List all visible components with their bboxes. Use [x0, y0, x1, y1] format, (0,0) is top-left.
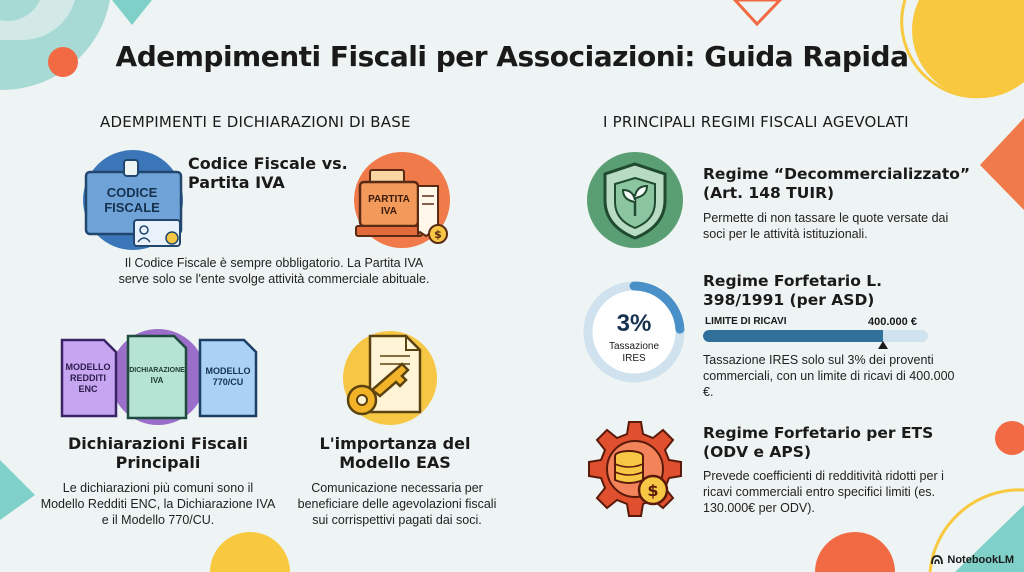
page-title: Adempimenti Fiscali per Associazioni: Guida Rapida: [115, 40, 909, 73]
regime1-title: Regime “Decommercializzato” (Art. 148 TUIR): [703, 165, 971, 202]
codice-fiscale-label: CODICE: [106, 185, 158, 200]
brand-name: NotebookLM: [947, 554, 1014, 566]
notebooklm-logo: [931, 554, 1014, 566]
regime3-text: Prevede coefficienti di redditività ridotti per i ricavi commerciali entro specifici limiti (es. 130.000€ per ODV).: [703, 469, 944, 515]
yellow-half-circle-bottom: [210, 532, 290, 572]
bar-value: 400.000 €: [868, 316, 917, 328]
codice-fiscale-badge-icon: [80, 150, 190, 250]
gauge-value: 3%: [616, 310, 652, 337]
revenue-limit-bar-fill: [703, 330, 883, 342]
regime2-text: Tassazione IRES solo sul 3% dei proventi commerciali, con un limite di ricavi di 400.000 €.: [703, 353, 955, 399]
codice-card-text: Il Codice Fiscale è sempre obbligatorio. La Partita IVA serve solo se l'ente svolge attività commerciale abituale.: [118, 256, 430, 286]
regime1-text: Permette di non tassare le quote versate dai soci per le attività istituzionali.: [703, 211, 949, 241]
bar-marker-icon: [878, 341, 888, 349]
dichiarazioni-card-text: Le dichiarazioni più comuni sono il Modello Redditi ENC, la Dichiarazione IVA e il Modello 770/CU.: [40, 481, 276, 527]
orange-triangle-outline-top: [735, 0, 780, 24]
right-section-heading: I PRINCIPALI REGIMI FISCALI AGEVOLATI: [603, 113, 909, 131]
svg-text:FISCALE: FISCALE: [104, 200, 160, 215]
svg-text:770/CU: 770/CU: [212, 377, 244, 387]
key-document-icon: [340, 330, 440, 426]
left-section-heading: ADEMPIMENTI E DICHIARAZIONI DI BASE: [100, 113, 411, 131]
svg-text:REDDITI: REDDITI: [70, 373, 106, 383]
gauge-label: Tassazione IRES: [608, 341, 660, 364]
regime2-title: Regime Forfetario L. 398/1991 (per ASD): [703, 272, 883, 309]
svg-text:DICHIARAZIONE: DICHIARAZIONE: [129, 367, 185, 374]
gear-coins-icon: [585, 420, 685, 520]
orange-half-circle-bottom: [815, 532, 895, 572]
tax-documents-icon: [58, 328, 258, 428]
dichiarazioni-card-title: Dichiarazioni Fiscali Principali: [67, 434, 249, 472]
teal-triangle-bottom-left: [0, 460, 35, 520]
svg-text:$: $: [434, 228, 442, 241]
codice-card-title: Codice Fiscale vs. Partita IVA: [188, 154, 348, 192]
svg-text:MODELLO: MODELLO: [205, 366, 251, 376]
svg-text:IVA: IVA: [150, 376, 164, 385]
shield-leaf-icon: [585, 150, 685, 250]
teal-triangle-top: [112, 0, 152, 25]
svg-text:IVA: IVA: [381, 206, 397, 217]
regime3-title: Regime Forfetario per ETS (ODV e APS): [703, 424, 934, 461]
revenue-limit-bar: [703, 330, 928, 342]
eas-card-text: Comunicazione necessaria per beneficiare delle agevolazioni fiscali sui corrispettivi pagati dai soci.: [297, 481, 497, 527]
partita-iva-label: PARTITA: [368, 194, 410, 205]
svg-text:MODELLO: MODELLO: [65, 362, 111, 372]
svg-text:ENC: ENC: [78, 384, 98, 394]
orange-diamond-right: [980, 118, 1024, 210]
eas-card-title: L'importanza del Modello EAS: [319, 434, 471, 472]
svg-text:$: $: [647, 481, 659, 500]
orange-dot-right: [995, 421, 1024, 455]
notebooklm-icon: [931, 555, 943, 565]
cash-register-icon: [352, 150, 452, 250]
bar-label: LIMITE DI RICAVI: [705, 316, 787, 327]
